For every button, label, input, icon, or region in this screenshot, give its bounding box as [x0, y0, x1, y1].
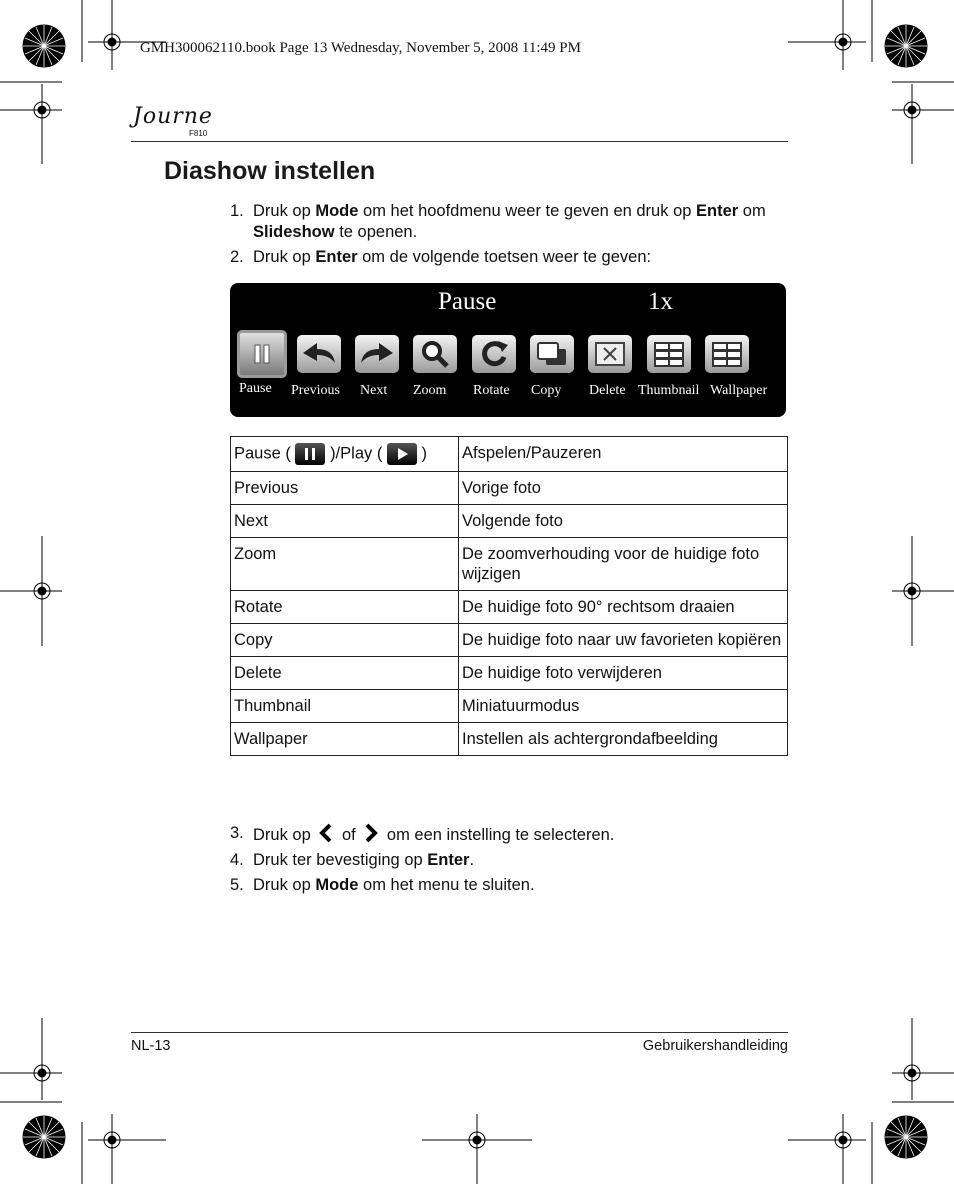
step-5: 5. Druk op Mode om het menu te sluiten. [230, 876, 535, 894]
table-cell-key: Rotate [231, 591, 459, 624]
table-cell-key: Next [231, 505, 459, 538]
controls-table [230, 436, 788, 756]
panel-status: Pause [438, 288, 497, 315]
brand-logo: Journe [133, 104, 213, 129]
rotate-icon [472, 335, 516, 373]
rotate-button[interactable] [472, 335, 516, 373]
copy-icon [530, 335, 574, 373]
table-cell-key: Zoom [231, 538, 459, 591]
copy-button[interactable] [530, 335, 574, 373]
magnifier-icon [413, 335, 457, 373]
footer-title: Gebruikershandleiding [642, 1038, 788, 1054]
brand-model: F810 [189, 129, 208, 138]
table-cell-key: Delete [231, 657, 459, 690]
button-label-next: Next [360, 383, 388, 398]
table-row [231, 472, 788, 505]
pause-icon [295, 443, 325, 465]
thumbnail-grid-icon [647, 335, 691, 373]
table-row [231, 657, 788, 690]
next-arrow-icon [355, 335, 399, 373]
header-rule [131, 141, 788, 142]
next-button[interactable] [355, 335, 399, 373]
table-cell-desc: De huidige foto verwijderen [459, 657, 788, 690]
step-3: 3. Druk op of om een instelling te selecteren. [230, 824, 615, 844]
wallpaper-grid-icon [705, 335, 749, 373]
table-cell-desc: Volgende foto [459, 505, 788, 538]
wallpaper-button[interactable] [705, 335, 749, 373]
pause-label: Pause ( [234, 444, 291, 463]
previous-button[interactable] [297, 335, 341, 373]
table-cell-key: Copy [231, 624, 459, 657]
table-row [231, 591, 788, 624]
step-2: 2. Druk op Enter om de volgende toetsen weer te geven: [230, 248, 652, 266]
step-4: 4. Druk ter bevestiging op Enter. [230, 851, 475, 869]
pause-button[interactable] [237, 330, 287, 378]
page-title: Diashow instellen [164, 157, 376, 185]
button-label-thumbnail: Thumbnail [638, 383, 700, 398]
panel-speed: 1x [648, 288, 673, 315]
delete-button[interactable] [588, 335, 632, 373]
footer-rule [131, 1032, 788, 1033]
table-cell-key [231, 437, 459, 472]
table-row [231, 690, 788, 723]
table-cell-desc: De zoomverhouding voor de huidige foto wijzigen [459, 538, 788, 591]
table-row [231, 437, 788, 472]
chevron-left-icon [317, 823, 335, 843]
table-cell-desc: De huidige foto 90° rechtsom draaien [459, 591, 788, 624]
steps-list-top [230, 201, 790, 272]
previous-arrow-icon [297, 335, 341, 373]
close-paren: ) [421, 444, 428, 463]
pause-icon [240, 333, 284, 375]
button-label-rotate: Rotate [473, 383, 510, 398]
table-row [231, 505, 788, 538]
steps-list-bottom [230, 823, 790, 900]
thumbnail-button[interactable] [647, 335, 691, 373]
table-cell-desc: Vorige foto [459, 472, 788, 505]
button-label-delete: Delete [589, 383, 626, 398]
button-label-previous: Previous [291, 383, 340, 398]
chevron-right-icon [362, 823, 380, 843]
table-cell-desc: De huidige foto naar uw favorieten kopiëren [459, 624, 788, 657]
button-label-copy: Copy [531, 383, 562, 398]
table-cell-key: Wallpaper [231, 723, 459, 756]
table-row [231, 624, 788, 657]
table-row [231, 723, 788, 756]
play-icon [387, 443, 417, 465]
step-1: 1. Druk op Mode om het hoofdmenu weer te geven en druk op Enter om Slideshow te openen. [230, 202, 766, 241]
button-label-wallpaper: Wallpaper [710, 383, 768, 398]
page-number: NL-13 [131, 1038, 171, 1054]
play-label: )/Play ( [330, 444, 383, 463]
slideshow-panel [230, 283, 786, 417]
table-cell-key: Thumbnail [231, 690, 459, 723]
table-row [231, 538, 788, 591]
book-info-line: GMH300062110.book Page 13 Wednesday, November 5, 2008 11:49 PM [140, 40, 581, 56]
zoom-button[interactable] [413, 335, 457, 373]
table-cell-desc: Instellen als achtergrondafbeelding [459, 723, 788, 756]
delete-x-icon [588, 335, 632, 373]
button-label-zoom: Zoom [413, 383, 447, 398]
button-label-pause: Pause [239, 381, 272, 396]
table-cell-desc: Miniatuurmodus [459, 690, 788, 723]
table-cell-key: Previous [231, 472, 459, 505]
table-cell-desc: Afspelen/Pauzeren [459, 437, 788, 472]
